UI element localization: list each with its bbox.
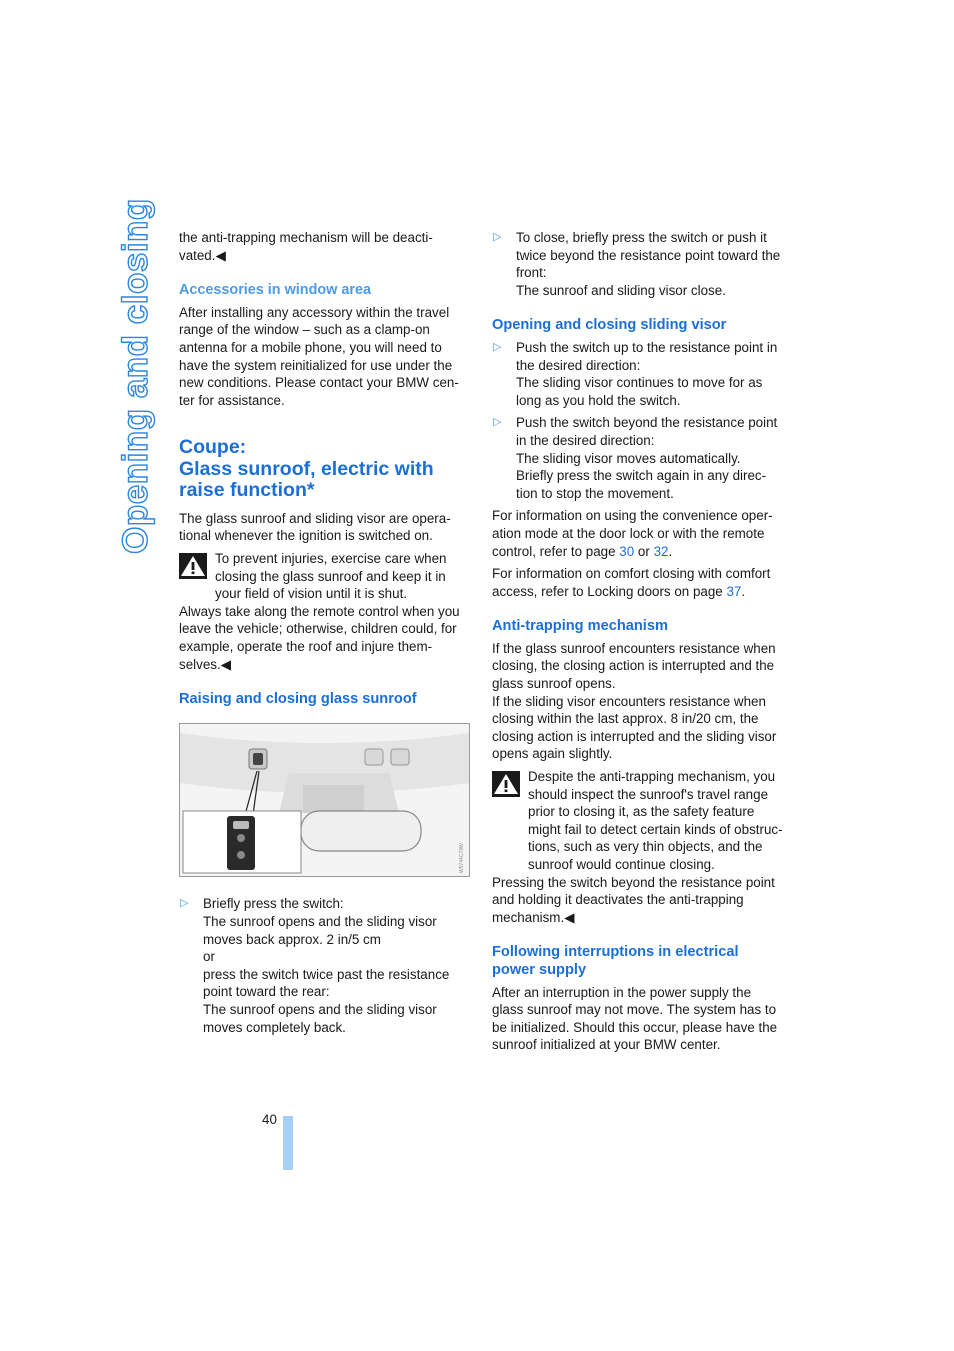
accessories-paragraph: After installing any accessory within the travel range of the window – such as a clamp-on antenna for a mobile phone, you will need to have the system reinitialized for use under the new conditions. Please contact your BMW cen-ter for assistance. xyxy=(179,304,459,408)
bullet-arrow-icon: ▷ xyxy=(493,340,502,353)
heading-coupe-line1: Coupe: xyxy=(179,436,247,459)
page-link-37[interactable]: 37 xyxy=(726,583,742,599)
bullet-line: The sliding visor continues to move for as long as you hold the switch. xyxy=(516,375,763,408)
right-column xyxy=(492,229,784,1059)
info-comfort-paragraph xyxy=(492,565,784,600)
bullet-line: To close, briefly press the switch or push it twice beyond the resistance point toward the front: xyxy=(516,230,781,281)
coupe-paragraph: The glass sunroof and sliding visor are opera-tional whenever the ignition is switched on. xyxy=(179,510,451,544)
info-convenience-paragraph xyxy=(492,507,784,560)
warning-deactivate-text: Pressing the switch beyond the resistance point and holding it deactivates the anti-trapping mechanism.◀ xyxy=(492,874,775,925)
page-link-30[interactable]: 30 xyxy=(619,543,635,559)
bullet-line: The sliding visor moves automatically. xyxy=(516,450,741,466)
info-text: . xyxy=(741,583,746,599)
page-number: 40 xyxy=(262,1112,277,1127)
chapter-side-title xyxy=(116,198,156,554)
heading-power-interruption: Following interruptions in electrical power supply xyxy=(492,944,739,978)
page-marker-bar xyxy=(283,1116,293,1170)
bullet-line: The sunroof and sliding visor close. xyxy=(516,282,726,298)
heading-coupe-line2: Glass sunroof, electric with raise function* xyxy=(179,457,434,502)
page-link-32[interactable]: 32 xyxy=(653,543,669,559)
bullet-line: Push the switch up to the resistance point in the desired direction: xyxy=(516,339,778,373)
bullet-line: Briefly press the switch again in any direc-tion to stop the movement. xyxy=(516,468,767,501)
left-column xyxy=(179,229,471,1041)
heading-accessories: Accessories in window area xyxy=(179,282,371,299)
bullet-line: The sunroof opens and the sliding visor moves completely back. xyxy=(203,1001,437,1035)
info-text: For information on comfort closing with comfort access, refer to Locking doors on page xyxy=(492,566,771,599)
anti-trapping-paragraph-2: If the sliding visor encounters resistance when closing within the last approx. 8 in/20 cm, the closing action is interrupted and the sliding visor opens again slightly. xyxy=(492,693,777,762)
figure-code-text: W5744C79W xyxy=(459,843,465,873)
power-interruption-paragraph: After an interruption in the power supply the glass sunroof may not move. The system has to be initialized. Should this occur, please have the sunroof initialized at your BMW center. xyxy=(492,984,778,1053)
bullet-arrow-icon: ▷ xyxy=(493,231,502,243)
heading-raising-closing: Raising and closing glass sunroof xyxy=(179,691,417,708)
bullet-line: Push the switch beyond the resistance point in the desired direction: xyxy=(516,415,778,448)
heading-coupe-sunroof xyxy=(179,437,471,502)
bullet-arrow-icon: ▷ xyxy=(180,897,189,910)
bullet-visor-resistance-point xyxy=(492,339,784,409)
bullet-line: The sunroof opens and the sliding visor moves back approx. 2 in/5 cm xyxy=(203,913,437,947)
warning-triangle-icon xyxy=(492,771,520,797)
bullet-to-close xyxy=(492,229,784,299)
warning-inspect-text: Despite the anti-trapping mechanism, you should inspect the sunroof's travel range prior to closing it, as the safety feature might fail to detect certain kinds of obstruc-tions, such as very thin objects, and the sunroof would continue closing. xyxy=(528,769,783,872)
warning-block-anti-trapping xyxy=(492,768,784,926)
bullet-line: press the switch twice past the resistance point toward the rear: xyxy=(203,966,450,1000)
heading-anti-trapping: Anti-trapping mechanism xyxy=(492,618,668,635)
warning-remote-text: Always take along the remote control when you leave the vehicle; otherwise, children could, for example, operate the roof and injure them-selves.◀ xyxy=(179,603,460,672)
warning-block-injuries xyxy=(179,550,471,673)
bullet-line: Briefly press the switch: xyxy=(203,896,344,912)
chapter-side-title-text: Opening and closing xyxy=(116,198,155,554)
bullet-briefly-press xyxy=(179,895,471,1036)
bullet-line: or xyxy=(203,949,215,965)
info-text: or xyxy=(634,543,654,559)
info-text: For information on using the convenience oper-ation mode at the door lock or with the remote control, refer to page xyxy=(492,508,773,559)
info-text: . xyxy=(668,543,673,559)
warning-triangle-icon xyxy=(179,553,207,579)
bullet-visor-beyond-resistance xyxy=(492,414,784,502)
anti-trapping-paragraph-1: If the glass sunroof encounters resistance when closing, the closing action is interrupted and the glass sunroof opens. xyxy=(492,640,776,692)
bullet-arrow-icon: ▷ xyxy=(493,416,502,429)
warning-injuries-text: To prevent injuries, exercise care when closing the glass sunroof and keep it in your field of vision until it is shut. xyxy=(215,551,447,602)
intro-paragraph: the anti-trapping mechanism will be deacti-vated.◀ xyxy=(179,230,433,263)
heading-sliding-visor: Opening and closing sliding visor xyxy=(492,317,727,334)
sunroof-switch-figure xyxy=(179,723,470,877)
